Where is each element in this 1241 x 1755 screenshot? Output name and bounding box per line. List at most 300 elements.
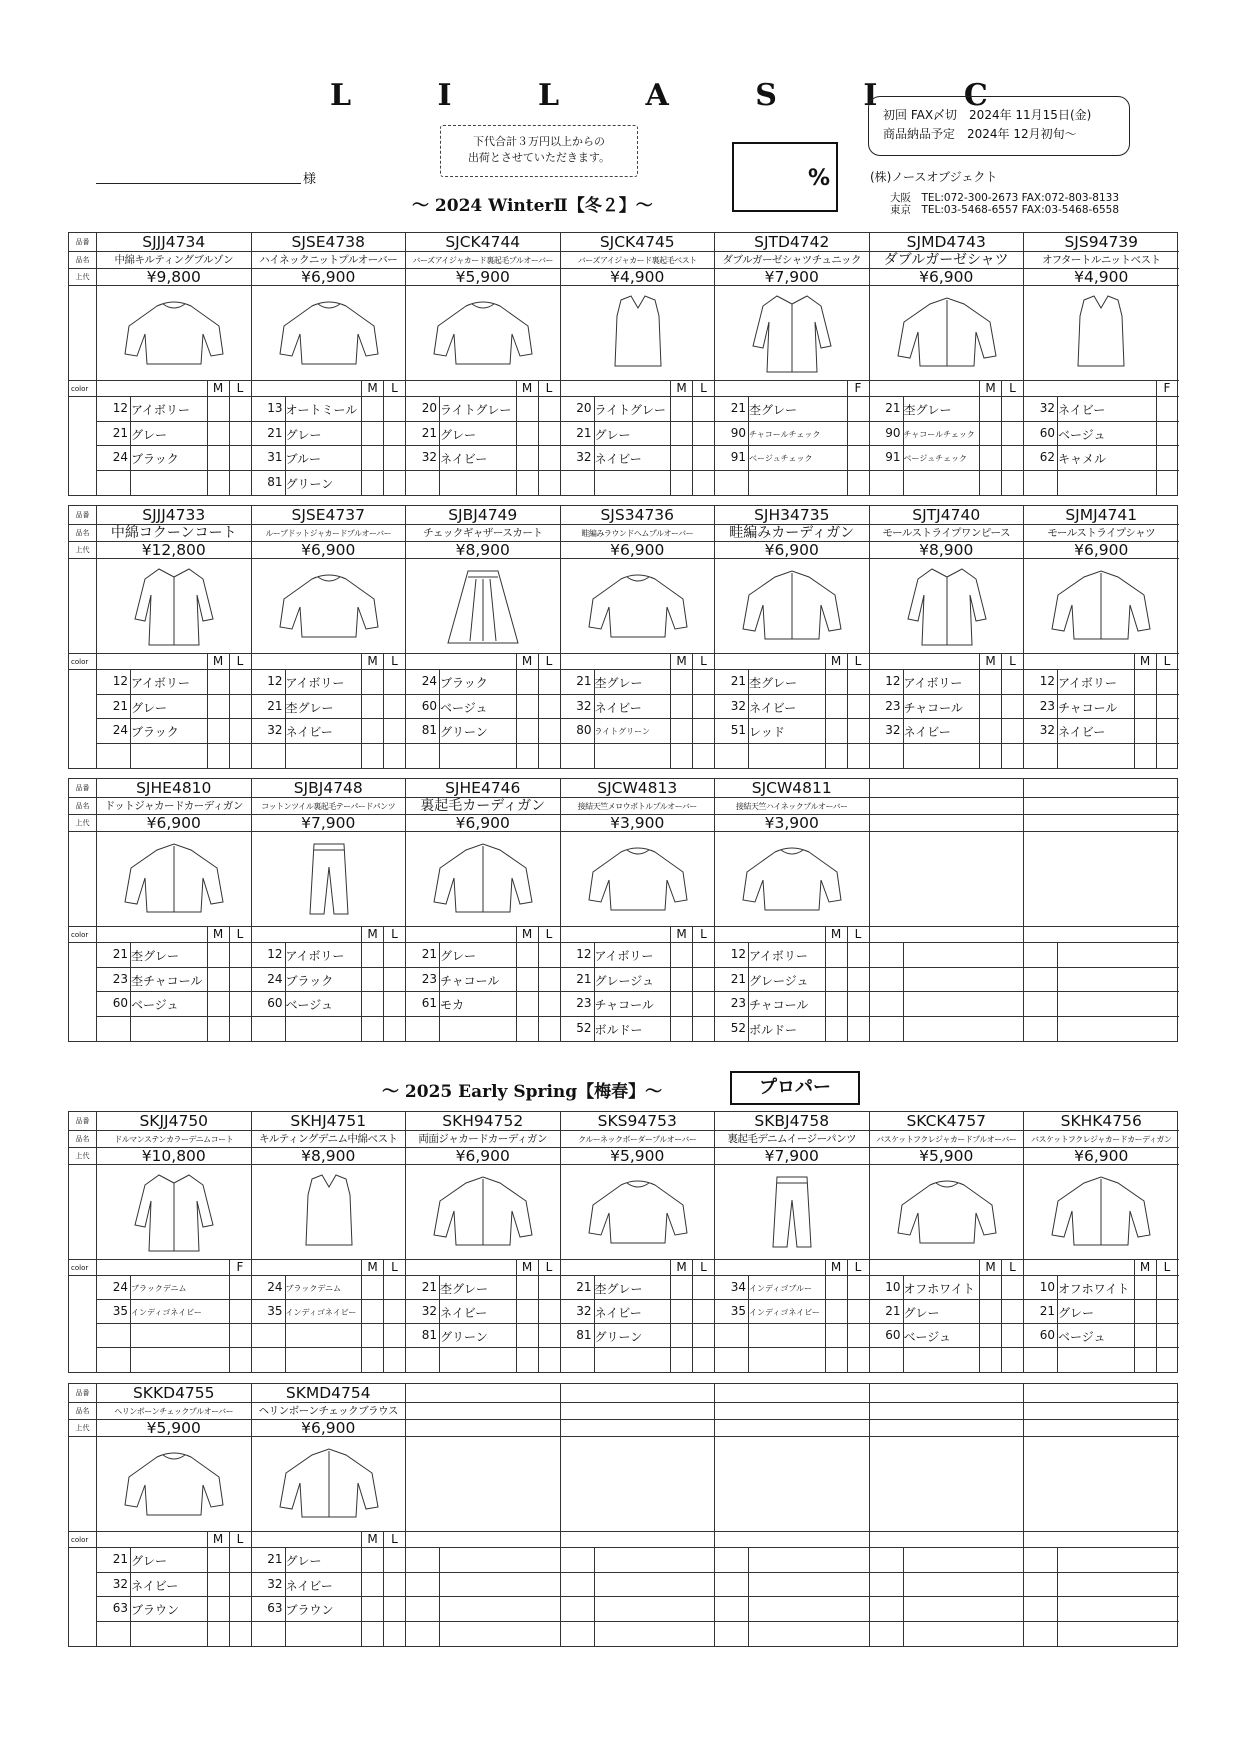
discount-percent-field[interactable] — [732, 142, 838, 212]
color-code: 21 — [576, 425, 592, 440]
qty-divider — [692, 992, 693, 1016]
color-row[interactable] — [97, 1324, 251, 1348]
size-cell-L[interactable]: L — [229, 654, 251, 669]
color-row[interactable] — [406, 1276, 560, 1300]
color-row[interactable] — [1024, 992, 1179, 1017]
color-row[interactable] — [715, 719, 869, 744]
qty-divider — [1134, 719, 1135, 743]
product-price: ¥8,900 — [870, 542, 1024, 559]
color-row[interactable] — [252, 968, 406, 993]
qty-divider — [670, 397, 671, 421]
color-row[interactable] — [252, 446, 406, 471]
color-code: 21 — [885, 1304, 901, 1318]
color-row[interactable] — [97, 670, 251, 695]
color-row[interactable] — [715, 446, 869, 471]
order-block — [68, 1111, 1178, 1373]
color-row[interactable] — [252, 1300, 406, 1324]
color-row[interactable] — [406, 968, 560, 993]
size-cell-M[interactable]: M — [979, 381, 1001, 396]
size-cell-M[interactable]: M — [670, 654, 692, 669]
border-pullover-icon — [561, 1165, 715, 1259]
color-row[interactable] — [1024, 670, 1179, 695]
size-cell-L[interactable]: L — [1001, 381, 1023, 396]
color-row[interactable] — [1024, 943, 1179, 968]
color-row[interactable] — [561, 1622, 715, 1647]
color-row[interactable] — [870, 1276, 1024, 1300]
color-code: 21 — [576, 674, 592, 688]
size-cell-M[interactable]: M — [1134, 1260, 1156, 1275]
size-cell-L[interactable]: L — [229, 927, 251, 942]
color-row[interactable] — [715, 397, 869, 422]
color-row[interactable] — [561, 1276, 715, 1300]
size-cell-L[interactable]: L — [1001, 1260, 1023, 1275]
highneck-knit-icon — [252, 286, 406, 380]
size-cell-L[interactable]: L — [229, 381, 251, 396]
color-row[interactable] — [870, 422, 1024, 447]
color-row[interactable] — [870, 1300, 1024, 1324]
size-cell-L[interactable]: L — [538, 927, 560, 942]
color-row[interactable] — [406, 422, 560, 447]
qty-divider — [383, 992, 384, 1016]
color-row[interactable] — [97, 695, 251, 720]
product-code: SJSE4738 — [252, 233, 406, 252]
color-row[interactable] — [406, 1548, 560, 1573]
qty-divider — [1001, 1300, 1002, 1323]
color-row[interactable] — [561, 471, 715, 496]
color-row[interactable] — [715, 943, 869, 968]
qty-divider — [1134, 744, 1135, 769]
color-name: ネイビー — [594, 452, 642, 466]
color-row[interactable] — [252, 1324, 406, 1348]
color-row[interactable] — [252, 1597, 406, 1622]
color-row[interactable] — [715, 1597, 869, 1622]
color-row[interactable] — [1024, 968, 1179, 993]
product-price: ¥5,900 — [561, 1148, 715, 1165]
qty-divider — [361, 1017, 362, 1042]
gather-skirt-icon — [406, 559, 560, 653]
color-row[interactable] — [406, 1622, 560, 1647]
color-row[interactable] — [561, 744, 715, 769]
size-row — [252, 1532, 406, 1548]
color-name: ベージュ — [1058, 1330, 1106, 1344]
size-cell-L[interactable]: L — [383, 927, 405, 942]
size-cell-M[interactable]: M — [979, 654, 1001, 669]
color-code: 21 — [112, 425, 128, 440]
row-label-color: color — [69, 927, 96, 943]
color-row[interactable] — [406, 670, 560, 695]
product-price: ¥6,900 — [561, 542, 715, 559]
color-row[interactable] — [1024, 695, 1179, 720]
color-row[interactable] — [561, 1348, 715, 1372]
color-row[interactable] — [252, 1348, 406, 1372]
color-row[interactable] — [252, 1622, 406, 1647]
color-row[interactable] — [715, 968, 869, 993]
size-cell-M[interactable]: M — [825, 1260, 847, 1275]
color-row[interactable] — [870, 446, 1024, 471]
size-cell-L[interactable]: L — [847, 654, 869, 669]
size-cell-L[interactable]: L — [383, 1532, 405, 1547]
color-row[interactable] — [561, 422, 715, 447]
product-code — [406, 1384, 560, 1403]
size-cell-L[interactable]: L — [538, 381, 560, 396]
color-row[interactable] — [97, 422, 251, 447]
color-row[interactable] — [870, 992, 1024, 1017]
size-cell-M[interactable]: M — [1134, 654, 1156, 669]
color-row[interactable] — [561, 719, 715, 744]
size-cell-M[interactable]: M — [516, 654, 538, 669]
size-cell-L[interactable]: L — [1156, 654, 1178, 669]
product-illustration — [406, 1165, 560, 1260]
color-row[interactable] — [870, 1548, 1024, 1573]
color-row[interactable] — [252, 670, 406, 695]
color-row[interactable] — [1024, 744, 1179, 769]
qty-divider — [383, 397, 384, 421]
color-row[interactable] — [97, 943, 251, 968]
color-row[interactable] — [1024, 422, 1179, 447]
color-row[interactable] — [252, 943, 406, 968]
product-column — [252, 779, 407, 1041]
color-row[interactable] — [252, 1276, 406, 1300]
color-row[interactable] — [870, 968, 1024, 993]
color-row[interactable] — [870, 695, 1024, 720]
color-row[interactable] — [870, 943, 1024, 968]
color-row[interactable] — [870, 1017, 1024, 1042]
denim-coat-icon — [97, 1165, 251, 1259]
color-row[interactable] — [97, 968, 251, 993]
product-price: ¥6,900 — [1024, 542, 1179, 559]
color-row[interactable] — [715, 1622, 869, 1647]
delivery-schedule: 商品納品予定 2024年 12月初旬〜 — [883, 127, 1077, 141]
color-code: 63 — [267, 1601, 283, 1615]
qty-divider — [670, 1017, 671, 1042]
color-row[interactable] — [97, 1300, 251, 1324]
qty-divider — [207, 471, 208, 496]
qty-divider — [670, 1300, 671, 1323]
color-row[interactable] — [406, 1597, 560, 1622]
size-cell-M[interactable]: M — [207, 654, 229, 669]
qty-divider — [670, 1324, 671, 1347]
size-cell-M[interactable]: M — [825, 654, 847, 669]
color-row[interactable] — [252, 695, 406, 720]
color-divider — [1057, 1348, 1058, 1372]
size-cell-M[interactable]: M — [361, 381, 383, 396]
color-row[interactable] — [1024, 719, 1179, 744]
size-cell-L[interactable]: L — [847, 927, 869, 942]
qty-divider — [1156, 695, 1157, 719]
color-row[interactable] — [715, 1548, 869, 1573]
turtle-vest-icon — [1024, 286, 1178, 380]
color-row[interactable] — [406, 992, 560, 1017]
size-cell-M[interactable]: M — [207, 1532, 229, 1547]
size-cell-L[interactable]: L — [538, 1260, 560, 1275]
size-cell-M[interactable]: M — [979, 1260, 1001, 1275]
color-row[interactable] — [252, 422, 406, 447]
size-cell-M[interactable]: M — [670, 1260, 692, 1275]
size-row — [406, 381, 560, 397]
order-block — [68, 778, 1178, 1042]
qty-divider — [207, 1573, 208, 1597]
product-code: SJH34735 — [715, 506, 869, 525]
color-row[interactable] — [406, 1573, 560, 1598]
qty-divider — [979, 1300, 980, 1323]
size-cell-L[interactable]: L — [383, 1260, 405, 1275]
color-row[interactable] — [561, 1017, 715, 1042]
company-name: (株)ノースオブジェクト — [870, 170, 998, 184]
color-row[interactable] — [97, 1348, 251, 1372]
color-name: インディゴネイビー — [749, 1308, 820, 1317]
color-row[interactable] — [97, 992, 251, 1017]
dot-cardigan-icon — [97, 832, 251, 926]
color-row[interactable] — [561, 1300, 715, 1324]
color-row[interactable] — [561, 1548, 715, 1573]
color-row[interactable] — [97, 719, 251, 744]
color-row[interactable] — [1024, 1324, 1179, 1348]
color-row[interactable] — [715, 670, 869, 695]
qty-divider — [847, 471, 848, 496]
size-cell-M[interactable]: M — [516, 927, 538, 942]
color-row[interactable] — [715, 744, 869, 769]
qty-divider — [538, 744, 539, 769]
qty-divider — [383, 943, 384, 967]
color-row[interactable] — [1024, 1548, 1179, 1573]
color-row[interactable] — [252, 744, 406, 769]
size-cell-M[interactable]: M — [516, 381, 538, 396]
color-row[interactable] — [561, 695, 715, 720]
color-row[interactable] — [97, 397, 251, 422]
product-code: SJHE4746 — [406, 779, 560, 798]
qty-divider — [207, 719, 208, 743]
size-cell-M[interactable]: M — [670, 927, 692, 942]
color-row[interactable] — [406, 397, 560, 422]
qty-divider — [825, 1324, 826, 1347]
color-code: 12 — [267, 947, 283, 961]
color-row[interactable] — [715, 1276, 869, 1300]
color-row[interactable] — [97, 1017, 251, 1042]
color-row[interactable] — [1024, 1573, 1179, 1598]
color-row[interactable] — [406, 1324, 560, 1348]
color-row[interactable] — [406, 1300, 560, 1324]
color-divider — [748, 1348, 749, 1372]
color-row[interactable] — [870, 719, 1024, 744]
product-price: ¥8,900 — [252, 1148, 406, 1165]
color-row[interactable] — [1024, 446, 1179, 471]
deadline-box — [868, 96, 1130, 156]
color-row[interactable] — [252, 397, 406, 422]
color-row[interactable] — [97, 1573, 251, 1598]
color-code: 21 — [112, 698, 128, 713]
qty-divider — [1134, 1348, 1135, 1372]
qty-divider — [516, 992, 517, 1016]
color-row[interactable] — [406, 943, 560, 968]
product-code: SJS94739 — [1024, 233, 1179, 252]
size-cell-M[interactable]: M — [361, 927, 383, 942]
size-cell-M[interactable]: M — [825, 927, 847, 942]
size-cell-L[interactable]: L — [692, 381, 714, 396]
color-row[interactable] — [870, 1324, 1024, 1348]
color-row[interactable] — [561, 446, 715, 471]
color-row[interactable] — [97, 1597, 251, 1622]
qty-divider — [692, 446, 693, 470]
color-row[interactable] — [870, 670, 1024, 695]
color-row[interactable] — [715, 1348, 869, 1372]
qty-divider — [207, 1548, 208, 1572]
color-name: インディゴブルー — [749, 1284, 813, 1293]
color-name: グレー — [131, 1554, 168, 1568]
product-code — [561, 1384, 715, 1403]
color-row[interactable] — [561, 992, 715, 1017]
row-label-code: 品番 — [69, 779, 96, 798]
size-cell-M[interactable]: M — [207, 381, 229, 396]
size-cell-F[interactable]: F — [847, 381, 869, 396]
color-row[interactable] — [870, 1348, 1024, 1372]
color-row[interactable] — [1024, 1300, 1179, 1324]
color-row[interactable] — [561, 1324, 715, 1348]
color-row[interactable] — [1024, 1017, 1179, 1042]
size-cell-M[interactable]: M — [207, 927, 229, 942]
qty-divider — [229, 1573, 230, 1597]
color-row[interactable] — [406, 744, 560, 769]
product-illustration — [561, 559, 715, 654]
color-row[interactable] — [252, 719, 406, 744]
color-code: 21 — [730, 674, 746, 688]
color-name: 杢グレー — [594, 676, 643, 690]
color-row[interactable] — [715, 1017, 869, 1042]
color-row[interactable] — [715, 1573, 869, 1598]
color-row[interactable] — [870, 397, 1024, 422]
color-row[interactable] — [406, 471, 560, 496]
color-row[interactable] — [252, 992, 406, 1017]
size-cell-L[interactable]: L — [1001, 654, 1023, 669]
size-cell-M[interactable]: M — [670, 381, 692, 396]
easy-pants-icon — [715, 1165, 869, 1259]
size-cell-L[interactable]: L — [383, 654, 405, 669]
color-row[interactable] — [715, 1324, 869, 1348]
qty-divider — [383, 1597, 384, 1621]
color-row[interactable] — [1024, 1597, 1179, 1622]
product-illustration — [97, 832, 251, 927]
size-cell-L[interactable]: L — [692, 927, 714, 942]
product-illustration — [406, 559, 560, 654]
notice-line-2: 出荷とさせていただきます。 — [467, 151, 611, 164]
color-row[interactable] — [97, 1276, 251, 1300]
product-name — [1024, 798, 1179, 815]
basket-pullover-icon — [870, 1165, 1024, 1259]
color-row[interactable] — [715, 471, 869, 496]
color-row[interactable] — [561, 943, 715, 968]
color-row[interactable] — [252, 471, 406, 496]
stripe-shirt-icon — [1024, 559, 1178, 653]
qty-divider — [670, 670, 671, 694]
color-row[interactable] — [406, 1017, 560, 1042]
size-cell-L[interactable]: L — [692, 1260, 714, 1275]
qty-divider — [229, 446, 230, 470]
qty-divider — [847, 744, 848, 769]
size-cell-F[interactable]: F — [1156, 381, 1178, 396]
color-name: グリーン — [285, 476, 334, 491]
color-row[interactable] — [561, 1597, 715, 1622]
color-row[interactable] — [870, 1573, 1024, 1598]
color-row[interactable] — [870, 744, 1024, 769]
size-cell-L[interactable]: L — [383, 381, 405, 396]
color-row[interactable] — [1024, 397, 1179, 422]
size-cell-L[interactable]: L — [538, 654, 560, 669]
color-name: ベージュ — [285, 998, 334, 1012]
product-column — [561, 1384, 716, 1646]
row-label-code: 品番 — [69, 1112, 96, 1131]
color-row[interactable] — [1024, 471, 1179, 496]
product-illustration — [406, 1437, 560, 1532]
size-cell-F[interactable]: F — [229, 1260, 251, 1275]
color-name: グリーン — [440, 725, 488, 739]
size-cell-L[interactable]: L — [692, 654, 714, 669]
size-cell-L[interactable]: L — [229, 1532, 251, 1547]
color-row[interactable] — [406, 446, 560, 471]
color-row[interactable] — [715, 695, 869, 720]
color-row[interactable] — [406, 695, 560, 720]
customer-name-field[interactable] — [96, 183, 301, 184]
color-row[interactable] — [252, 1573, 406, 1598]
size-cell-L[interactable]: L — [847, 1260, 869, 1275]
row-label-price: 上代 — [69, 815, 96, 832]
color-row[interactable] — [561, 670, 715, 695]
color-row[interactable] — [97, 1622, 251, 1647]
color-row[interactable] — [870, 1622, 1024, 1647]
qty-divider — [229, 397, 230, 421]
color-row[interactable] — [406, 719, 560, 744]
color-row[interactable] — [1024, 1276, 1179, 1300]
qty-divider — [516, 1300, 517, 1323]
size-cell-M[interactable]: M — [516, 1260, 538, 1275]
color-row[interactable] — [97, 446, 251, 471]
size-cell-M[interactable]: M — [361, 1532, 383, 1547]
product-code: SJTJ4740 — [870, 506, 1024, 525]
product-price — [1024, 1420, 1179, 1437]
color-row[interactable] — [252, 1017, 406, 1042]
color-row[interactable] — [1024, 1348, 1179, 1372]
product-illustration — [406, 286, 560, 381]
color-row[interactable] — [561, 397, 715, 422]
size-cell-M[interactable]: M — [361, 654, 383, 669]
qty-divider — [361, 744, 362, 769]
fleece-cardigan-icon — [406, 832, 560, 926]
product-price: ¥10,800 — [97, 1148, 251, 1165]
size-cell-L[interactable]: L — [1156, 1260, 1178, 1275]
color-row[interactable] — [715, 992, 869, 1017]
qty-divider — [361, 1597, 362, 1621]
color-row[interactable] — [715, 1300, 869, 1324]
qty-divider — [361, 1348, 362, 1372]
color-code: 35 — [267, 1304, 283, 1318]
color-row[interactable] — [252, 1548, 406, 1573]
color-name: アイボリー — [285, 676, 345, 690]
product-column — [715, 506, 870, 768]
color-row[interactable] — [870, 471, 1024, 496]
color-row[interactable] — [1024, 1622, 1179, 1647]
color-row[interactable] — [97, 471, 251, 496]
color-row[interactable] — [561, 968, 715, 993]
qty-divider — [383, 446, 384, 470]
size-cell-M[interactable]: M — [361, 1260, 383, 1275]
color-row[interactable] — [97, 1548, 251, 1573]
color-row[interactable] — [406, 1348, 560, 1372]
qty-divider — [1134, 695, 1135, 719]
color-code: 10 — [885, 1280, 901, 1294]
color-row[interactable] — [97, 744, 251, 769]
color-row[interactable] — [870, 1597, 1024, 1622]
color-name: グレー — [594, 427, 631, 442]
color-row[interactable] — [561, 1573, 715, 1598]
color-row[interactable] — [715, 422, 869, 447]
